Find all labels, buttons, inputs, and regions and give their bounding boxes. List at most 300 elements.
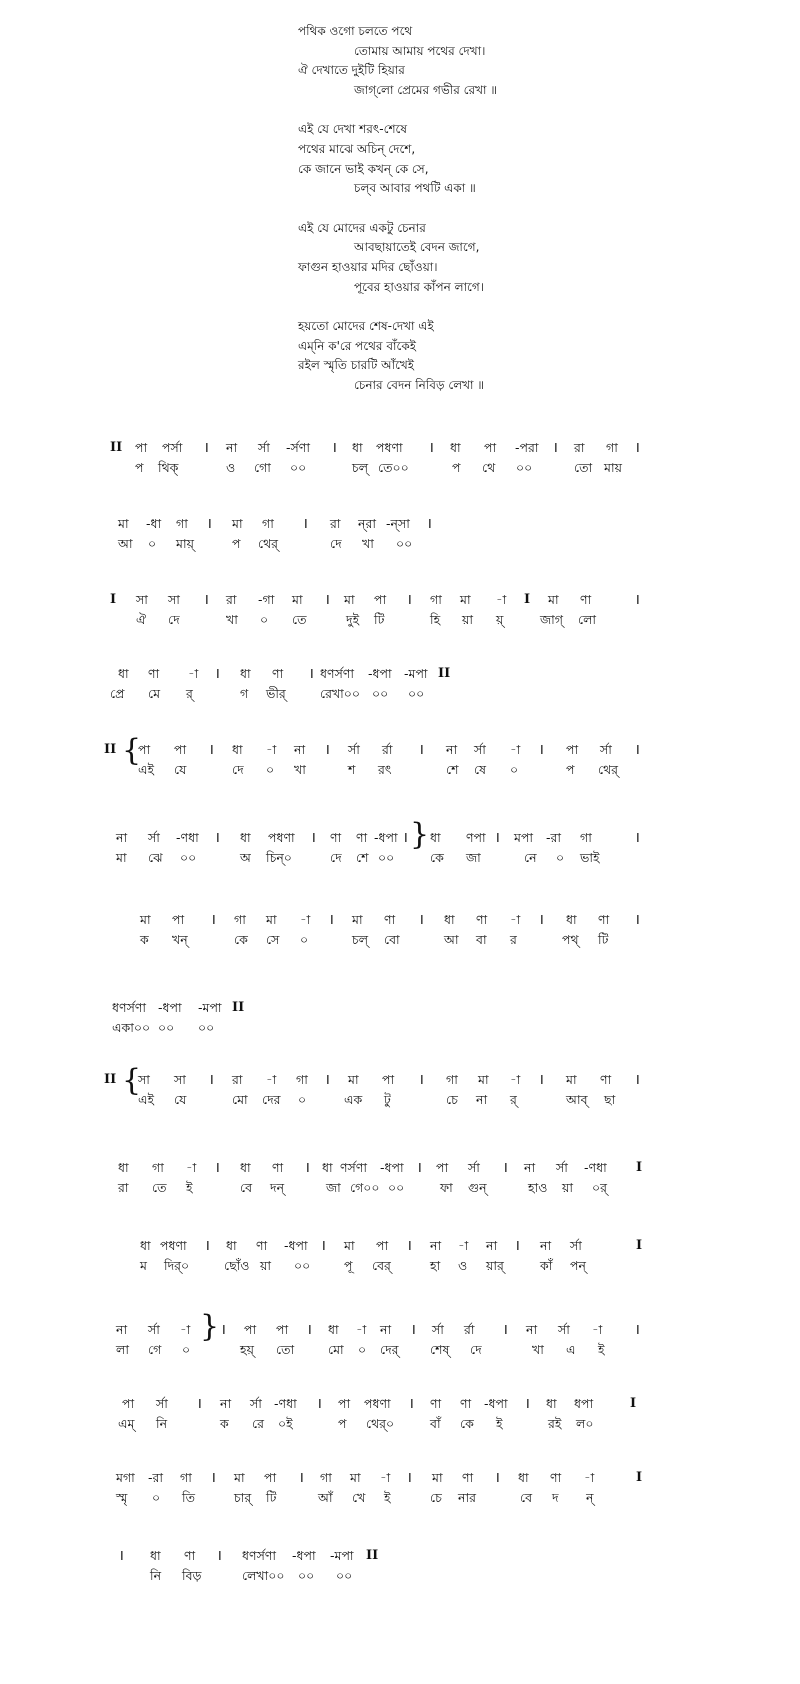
lyric-syllable: ই: [384, 1490, 391, 1505]
barline: I: [420, 1072, 424, 1087]
barline: I: [110, 592, 117, 607]
lyric-syllable: থিক্‌: [158, 460, 179, 475]
lyric-syllable: মো: [328, 1342, 344, 1357]
lyric-syllable: শে: [356, 850, 369, 865]
lyric-syllable: দে: [470, 1342, 482, 1357]
swara-note: ণর্সণা: [340, 1160, 367, 1175]
swara-note: মা: [478, 1072, 489, 1087]
barline: I: [496, 830, 500, 845]
barline: I: [554, 440, 558, 455]
swara-note: -র্সণা: [286, 440, 310, 455]
barline: I: [420, 912, 424, 927]
barline: I: [636, 1238, 643, 1253]
lyric-syllable: ষে: [474, 762, 486, 777]
lyric-syllable: ০০: [158, 1020, 175, 1035]
swara-note: মা: [350, 1470, 361, 1485]
lyric-syllable: থে: [482, 460, 496, 475]
barline: I: [326, 592, 330, 607]
swara-note: গা: [606, 440, 618, 455]
swara-note: র্রা: [382, 742, 393, 757]
barline: I: [210, 1072, 214, 1087]
swara-note: -া: [356, 1322, 367, 1337]
barline: I: [636, 912, 640, 927]
poem-line: চেনার বেদন নিবিড় লেখা ॥: [354, 377, 485, 392]
barline: I: [408, 592, 412, 607]
lyric-syllable: ০: [358, 1342, 367, 1357]
swara-note: ধা: [352, 440, 363, 455]
swara-note: -ধপা: [484, 1396, 508, 1411]
swara-note: ধণর্সণা: [242, 1548, 277, 1563]
swara-note: মা: [292, 592, 303, 607]
barline: I: [326, 1072, 330, 1087]
lyric-syllable: রে: [252, 1416, 264, 1431]
lyric-syllable: ছোঁও: [224, 1258, 250, 1273]
swara-note: র্রা: [464, 1322, 475, 1337]
barline: I: [216, 830, 220, 845]
barline: I: [540, 1072, 544, 1087]
swara-note: -মপা: [330, 1548, 354, 1563]
swara-note: -ধপা: [284, 1238, 308, 1253]
repeat-brace: }: [410, 817, 430, 852]
swara-note: ণা: [550, 1470, 562, 1485]
lyric-syllable: ই: [186, 1180, 193, 1195]
lyric-syllable: বা: [476, 932, 487, 947]
lyric-syllable: দে: [330, 850, 342, 865]
lyric-syllable: ফা: [440, 1180, 453, 1195]
swara-note: -ণধা: [274, 1396, 297, 1411]
poem-line: ফাগুন হাওয়ার মদির ছোঁওয়া।: [298, 259, 438, 274]
barline: I: [198, 1396, 202, 1411]
swara-note: মা: [352, 912, 363, 927]
swara-note: ণা: [598, 912, 610, 927]
lyric-syllable: থের্‌: [598, 762, 619, 777]
swara-note: পা: [374, 592, 387, 607]
swara-note: র্সা: [468, 1160, 480, 1175]
swara-note: গা: [262, 516, 274, 531]
lyric-syllable: বে: [520, 1490, 533, 1505]
lyric-syllable: জা: [326, 1180, 341, 1195]
lyric-syllable: রা: [118, 1180, 129, 1195]
swara-note: না: [430, 1238, 442, 1253]
lyric-syllable: য়ার্‌: [486, 1258, 504, 1273]
barline: I: [430, 440, 434, 455]
lyric-syllable: আব্‌: [566, 1092, 588, 1107]
barline: I: [205, 592, 209, 607]
lyric-syllable: খে: [352, 1490, 366, 1505]
repeat-brace: {: [122, 733, 142, 768]
lyric-syllable: টু: [384, 1092, 391, 1107]
lyric-syllable: ন্‌: [586, 1490, 594, 1505]
swara-note: ণা: [148, 666, 160, 681]
lyric-syllable: রই: [548, 1416, 562, 1431]
lyric-syllable: দ: [552, 1490, 559, 1505]
lyric-syllable: য়্‌: [496, 612, 504, 627]
poem-line: কে জানে ভাই কখন্‌ কে সে,: [298, 161, 429, 176]
lyric-syllable: প: [452, 460, 461, 475]
lyric-syllable: তো: [574, 460, 593, 475]
barline: I: [312, 830, 316, 845]
swara-note: -া: [266, 742, 277, 757]
swara-note: পা: [376, 1238, 389, 1253]
lyric-syllable: ০: [556, 850, 565, 865]
poem-line: রইল স্মৃতি চারটি আঁখেই: [298, 358, 415, 373]
swara-note: না: [116, 830, 128, 845]
lyric-syllable: না: [476, 1092, 488, 1107]
swara-note: গা: [176, 516, 188, 531]
swara-note: র্সা: [432, 1322, 444, 1337]
poem-line: পথিক ওগো চলতে পথে: [298, 24, 413, 38]
lyric-syllable: ই: [496, 1416, 503, 1431]
lyric-syllable: সে: [266, 932, 280, 947]
swara-note: রা: [574, 440, 585, 455]
lyric-syllable: জাগ্‌: [540, 612, 564, 627]
swara-note: ধা: [150, 1548, 161, 1563]
swara-note: না: [526, 1322, 538, 1337]
swara-note: -া: [510, 1072, 521, 1087]
barline: I: [208, 516, 212, 531]
lyric-syllable: মো: [232, 1092, 248, 1107]
lyric-syllable: ০: [510, 762, 519, 777]
swara-note: ণা: [580, 592, 592, 607]
lyric-syllable: বিড়: [182, 1568, 202, 1583]
poem-line: আবছায়াতেই বেদন জাগে,: [354, 240, 480, 255]
lyric-syllable: ০র্‌: [592, 1180, 608, 1195]
lyric-syllable: দের্‌: [380, 1342, 399, 1357]
swara-note: মা: [344, 592, 355, 607]
swara-note: -ধপা: [368, 666, 392, 681]
swara-note: র্সা: [258, 440, 270, 455]
swara-note: ণা: [256, 1238, 268, 1253]
swara-note: ধা: [232, 742, 243, 757]
lyric-syllable: আ: [118, 536, 133, 551]
lyric-syllable: শে: [446, 762, 459, 777]
lyric-syllable: ০: [260, 612, 269, 627]
poem-stanza: [298, 317, 598, 395]
swara-note: পা: [122, 1396, 135, 1411]
lyric-syllable: ০: [298, 1092, 307, 1107]
swara-note: -ণধা: [584, 1160, 607, 1175]
lyric-syllable: নে: [524, 850, 537, 865]
swara-note: গা: [430, 592, 442, 607]
swara-note: র্সা: [600, 742, 612, 757]
lyric-syllable: দন্‌: [270, 1180, 285, 1195]
lyric-syllable: ল০: [576, 1416, 594, 1431]
lyric-syllable: এই: [138, 1092, 155, 1107]
barline: I: [120, 1548, 124, 1563]
lyric-syllable: ঝে: [148, 850, 163, 865]
barline: II: [104, 1072, 117, 1087]
lyric-syllable: ০০: [378, 850, 395, 865]
lyric-syllable: হাও: [528, 1180, 548, 1195]
lyric-syllable: ০: [152, 1490, 161, 1505]
notation-section: [0, 440, 800, 1670]
barline: I: [212, 1470, 216, 1485]
swara-note: গা: [152, 1160, 164, 1175]
lyric-syllable: ছা: [604, 1092, 616, 1107]
swara-note: মগা: [116, 1470, 135, 1485]
lyric-syllable: চার্‌: [234, 1490, 252, 1505]
poem-line: পূবের হাওয়ার কাঁপন লাগে।: [354, 279, 485, 294]
poem-stanza: [298, 219, 598, 297]
lyric-syllable: পন্‌: [570, 1258, 586, 1273]
lyric-syllable: নি: [156, 1416, 168, 1431]
lyric-syllable: র: [510, 932, 517, 947]
lyric-syllable: রেখা০০: [320, 686, 361, 701]
swara-note: ণপা: [466, 830, 486, 845]
lyric-syllable: তে: [152, 1180, 167, 1195]
lyric-syllable: পূ: [344, 1258, 353, 1273]
swara-note: ধা: [140, 1238, 151, 1253]
swara-note: ধা: [322, 1160, 333, 1175]
lyric-syllable: দে: [168, 612, 180, 627]
barline: I: [212, 912, 216, 927]
lyric-syllable: তে০০: [378, 460, 409, 475]
swara-note: ণা: [462, 1470, 474, 1485]
lyric-syllable: ০০: [294, 1258, 311, 1273]
lyric-syllable: ০: [182, 1342, 191, 1357]
swara-note: -মপা: [404, 666, 428, 681]
swara-note: -া: [592, 1322, 603, 1337]
poem-line: পথের মাঝে অচিন্‌ দেশে,: [298, 141, 416, 156]
barline: I: [300, 1470, 304, 1485]
lyric-syllable: স্মৃ: [116, 1490, 128, 1505]
swara-note: ণা: [460, 1396, 472, 1411]
swara-note: না: [446, 742, 458, 757]
lyric-syllable: অ: [240, 850, 251, 865]
swara-note: ধা: [444, 912, 455, 927]
barline: I: [420, 742, 424, 757]
barline: I: [326, 742, 330, 757]
swara-note: মা: [548, 592, 559, 607]
lyric-syllable: ০০: [516, 460, 533, 475]
lyric-syllable: হি: [430, 612, 441, 627]
swara-note: র্সা: [570, 1238, 582, 1253]
lyric-syllable: গে: [148, 1342, 162, 1357]
swara-note: ণা: [272, 666, 284, 681]
swara-note: -রা: [148, 1470, 164, 1485]
swara-note: -া: [584, 1470, 595, 1485]
swara-note: গা: [320, 1470, 332, 1485]
barline: I: [310, 666, 314, 681]
lyric-syllable: নার: [458, 1490, 476, 1505]
swara-note: ন্‌রা: [358, 516, 376, 531]
lyric-syllable: ০০: [336, 1568, 353, 1583]
swara-note: ধণর্সণা: [320, 666, 355, 681]
swara-note: ণা: [384, 912, 396, 927]
lyric-syllable: যে: [174, 1092, 187, 1107]
swara-note: পা: [264, 1470, 277, 1485]
swara-note: পধণা: [268, 830, 295, 845]
lyric-syllable: ০০: [298, 1568, 315, 1583]
swara-note: ধা: [240, 1160, 251, 1175]
lyric-syllable: প্রে: [110, 686, 125, 701]
swara-note: মা: [232, 516, 243, 531]
swara-note: -া: [266, 1072, 277, 1087]
lyric-syllable: এই: [138, 762, 155, 777]
barline: I: [333, 440, 337, 455]
swara-note: ণা: [476, 912, 488, 927]
lyric-syllable: র্‌: [510, 1092, 517, 1107]
lyric-syllable: কে: [234, 932, 248, 947]
lyric-syllable: ০০: [290, 460, 307, 475]
barline: I: [630, 1396, 637, 1411]
lyric-syllable: বে: [240, 1180, 253, 1195]
swara-note: পা: [172, 912, 185, 927]
lyric-syllable: দের: [262, 1092, 281, 1107]
swara-note: মা: [118, 516, 129, 531]
poem-line: এম্‌নি ক'রে পথের বাঁকেই: [298, 338, 416, 353]
lyric-syllable: হয়্‌: [240, 1342, 254, 1357]
lyric-syllable: এম্‌: [118, 1416, 135, 1431]
barline: I: [322, 1238, 326, 1253]
lyric-syllable: মে: [148, 686, 161, 701]
lyric-syllable: একা০০: [112, 1020, 151, 1035]
swara-note: ণা: [184, 1548, 196, 1563]
lyric-syllable: টি: [266, 1490, 277, 1505]
swara-note: -পরা: [515, 440, 539, 455]
swara-note: -া: [188, 666, 199, 681]
lyric-syllable: ০০: [408, 686, 425, 701]
barline: II: [366, 1548, 379, 1563]
barline: I: [526, 1396, 530, 1411]
swara-note: পধণা: [376, 440, 403, 455]
swara-note: -ন্‌সা: [386, 516, 410, 531]
swara-note: ধা: [450, 440, 461, 455]
swara-note: -ধপা: [158, 1000, 182, 1015]
swara-note: ধা: [328, 1322, 339, 1337]
swara-note: -ণধা: [176, 830, 199, 845]
swara-note: -মপা: [198, 1000, 222, 1015]
lyric-syllable: প: [232, 536, 241, 551]
lyric-syllable: ক: [220, 1416, 229, 1431]
lyric-syllable: টি: [374, 612, 385, 627]
barline: I: [412, 1322, 416, 1337]
lyric-syllable: এ: [566, 1342, 576, 1357]
barline: I: [216, 1160, 220, 1175]
swara-note: র্সা: [474, 742, 486, 757]
lyric-syllable: দে: [330, 536, 342, 551]
lyric-syllable: য়া: [260, 1258, 271, 1273]
lyric-syllable: ০০: [198, 1020, 215, 1035]
poem-line: জাগ্‌লো প্রেমের গভীর রেখা ॥: [354, 82, 498, 97]
swara-note: পা: [566, 742, 579, 757]
lyric-syllable: মায়: [604, 460, 622, 475]
swara-note: পা: [484, 440, 497, 455]
lyric-syllable: কাঁ: [540, 1258, 553, 1273]
barline: I: [428, 516, 432, 531]
barline: I: [206, 1238, 210, 1253]
swara-note: পা: [338, 1396, 351, 1411]
lyric-syllable: নি: [150, 1568, 162, 1583]
swara-note: রা: [232, 1072, 243, 1087]
lyric-syllable: ০ই: [278, 1416, 293, 1431]
lyric-syllable: ও: [458, 1258, 468, 1273]
swara-note: মা: [234, 1470, 245, 1485]
poem-line: হয়তো মোদের শেষ-দেখা এই: [298, 319, 434, 334]
lyric-syllable: খা: [532, 1342, 544, 1357]
lyric-syllable: থের্‌: [258, 536, 279, 551]
swara-note: ণা: [430, 1396, 442, 1411]
lyric-syllable: ঐ: [136, 612, 147, 627]
lyric-syllable: গে০০: [350, 1180, 380, 1195]
lyric-syllable: ও: [226, 460, 236, 475]
swara-note: রা: [330, 516, 341, 531]
swara-note: সা: [174, 1072, 186, 1087]
lyric-syllable: চে: [430, 1490, 442, 1505]
swara-note: -া: [496, 592, 507, 607]
lyric-syllable: য়া: [562, 1180, 573, 1195]
poem-stanza: [298, 120, 598, 198]
swara-note: পা: [174, 742, 187, 757]
lyric-syllable: তো: [276, 1342, 295, 1357]
swara-note: সা: [168, 592, 180, 607]
swara-note: র্সা: [558, 1322, 570, 1337]
swara-note: -ধপা: [292, 1548, 316, 1563]
swara-note: পা: [135, 440, 148, 455]
lyric-syllable: ভীর্‌: [266, 686, 286, 701]
swara-note: গা: [446, 1072, 458, 1087]
barline: I: [504, 1322, 508, 1337]
swara-note: মা: [266, 912, 277, 927]
swara-note: পধণা: [364, 1396, 391, 1411]
swara-note: না: [226, 440, 238, 455]
lyric-syllable: ম: [140, 1258, 147, 1273]
barline: I: [210, 742, 214, 757]
barline: I: [404, 830, 408, 845]
swara-note: -া: [186, 1160, 197, 1175]
swara-note: -া: [510, 912, 521, 927]
lyric-syllable: শ: [348, 762, 356, 777]
poem-line: ঐ দেখাতে দুইটি হিয়ার: [298, 63, 405, 78]
swara-note: পা: [382, 1072, 395, 1087]
lyric-syllable: খন্‌: [172, 932, 188, 947]
barline: I: [306, 1160, 310, 1175]
lyric-syllable: বো: [384, 932, 400, 947]
lyric-syllable: তি: [182, 1490, 195, 1505]
lyric-syllable: চল্‌: [352, 460, 369, 475]
lyric-syllable: দির্‌০: [164, 1258, 190, 1273]
lyric-syllable: থের্‌০: [366, 1416, 395, 1431]
lyric-syllable: জা: [466, 850, 481, 865]
lyric-syllable: কে: [460, 1416, 474, 1431]
lyric-syllable: আঁ: [318, 1490, 333, 1505]
swara-note: -া: [300, 912, 311, 927]
swara-note: মা: [432, 1470, 443, 1485]
repeat-brace: }: [200, 1309, 220, 1344]
lyric-syllable: পথ্‌: [562, 932, 579, 947]
swara-note: র্সা: [148, 830, 160, 845]
barline: I: [524, 592, 531, 607]
barline: I: [636, 830, 640, 845]
poem-line: তোমায় আমায় পথের দেখা।: [354, 43, 486, 58]
lyric-syllable: রৎ: [378, 762, 392, 777]
swara-note: ধা: [240, 666, 251, 681]
swara-note: না: [116, 1322, 128, 1337]
barline: I: [222, 1322, 226, 1337]
barline: I: [516, 1238, 520, 1253]
lyric-syllable: আ: [444, 932, 459, 947]
poem-stanza: [298, 22, 598, 100]
swara-note: র্সা: [556, 1160, 568, 1175]
lyric-syllable: ০: [266, 762, 275, 777]
swara-note: পা: [244, 1322, 257, 1337]
swara-note: রা: [226, 592, 237, 607]
swara-note: না: [294, 742, 306, 757]
poem-line: এই যে দেখা শরৎ-শেষে: [298, 122, 407, 137]
lyric-syllable: তে: [292, 612, 307, 627]
barline: I: [218, 1548, 222, 1563]
lyric-syllable: ০০: [372, 686, 389, 701]
